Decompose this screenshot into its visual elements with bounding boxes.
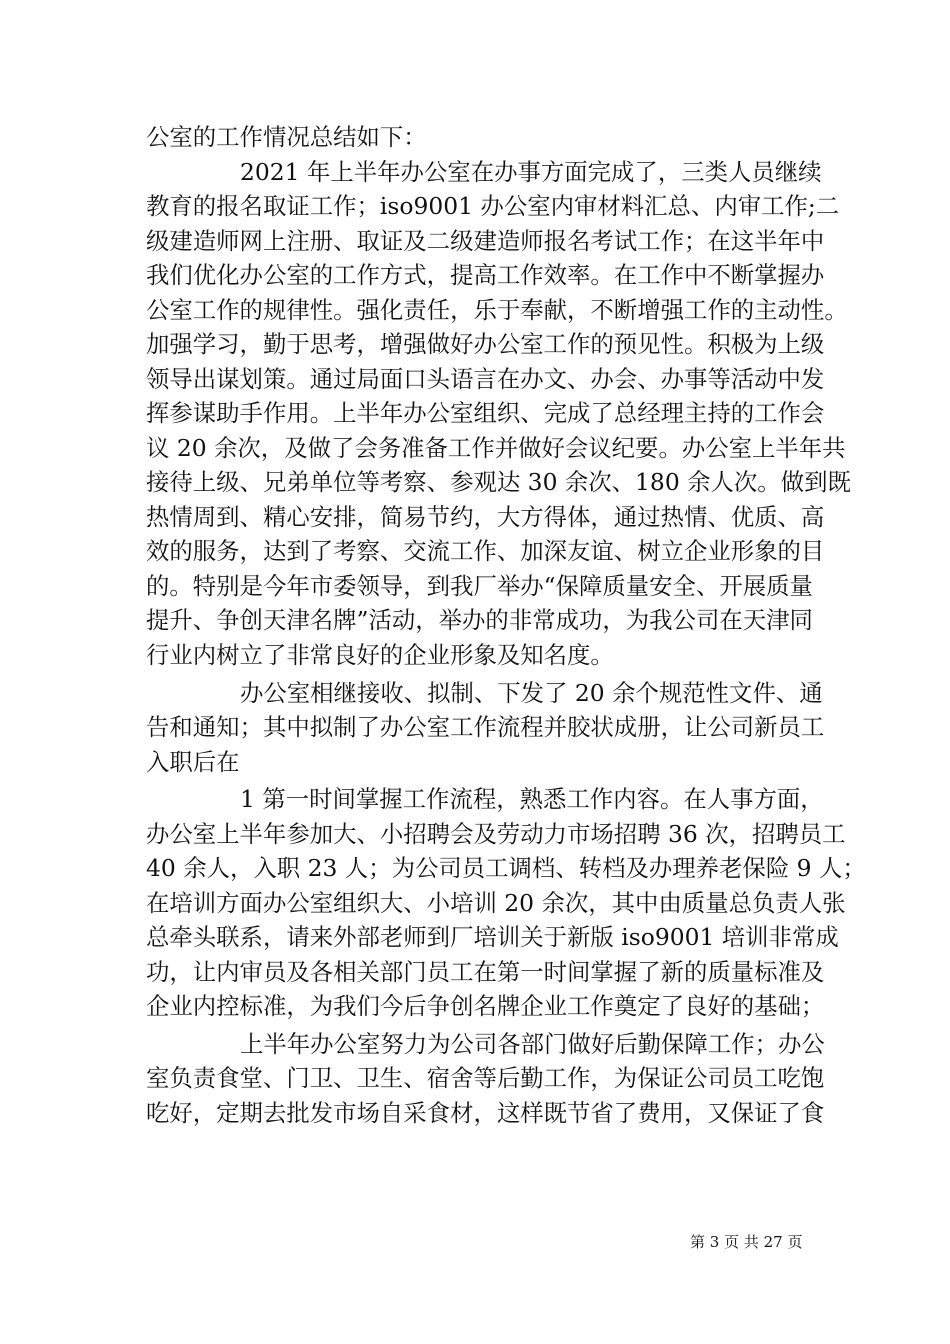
text-line: 挥参谋助手作用。上半年办公室组织、完成了总经理主持的工作会 [146,399,825,427]
text-line: 功，让内审员及各相关部门员工在第一时间掌握了新的质量标准及 [146,958,825,986]
text-line: 加强学习，勤于思考，增强做好办公室工作的预见性。积极为上级 [146,330,825,358]
text-line: 级建造师网上注册、取证及二级建造师报名考试工作；在这半年中 [146,227,825,255]
paragraph-first-line: 上半年办公室努力为公司各部门做好后勤保障工作；办公 [240,1030,825,1058]
text-line: 在培训方面办公室组织大、小培训 20 余次，其中由质量总负责人张 [146,889,846,917]
page-number-footer: 第 3 页 共 27 页 [690,1233,803,1251]
paragraph-first-line: 2021 年上半年办公室在办事方面完成了，三类人员继续 [240,158,822,186]
text-line: 议 20 余次，及做了会务准备工作并做好会议纪要。办公室上半年共 [146,434,846,462]
text-line: 领导出谋划策。通过局面口头语言在办文、办会、办事等活动中发 [146,365,825,393]
text-line: 告和通知；其中拟制了办公室工作流程并胶状成册，让公司新员工 [146,713,825,741]
text-line: 吃好，定期去批发市场自采食材，这样既节省了费用，又保证了食 [146,1099,825,1127]
text-line: 总牵头联系，请来外部老师到厂培训关于新版 iso9001 培训非常成 [146,923,839,951]
text-line: 效的服务，达到了考察、交流工作、加深友谊、树立企业形象的目 [146,537,825,565]
paragraph-first-line: 1 第一时间掌握工作流程，熟悉工作内容。在人事方面， [240,785,824,813]
text-line: 公室工作的规律性。强化责任，乐于奉献，不断增强工作的主动性。 [146,296,848,324]
text-line: 热情周到、精心安排，简易节约，大方得体，通过热情、优质、高 [146,503,825,531]
text-line: 企业内控标准，为我们今后争创名牌企业工作奠定了良好的基础； [146,992,825,1020]
text-line: 的。特别是今年市委领导，到我厂举办“保障质量安全、开展质量 [146,572,813,600]
text-line: 接待上级、兄弟单位等考察、参观达 30 余次、180 余人次。做到既 [146,468,851,496]
text-line: 我们优化办公室的工作方式，提高工作效率。在工作中不断掌握办 [146,261,825,289]
text-line: 入职后在 [146,748,240,776]
text-line: 办公室上半年参加大、小招聘会及劳动力市场招聘 36 次，招聘员工 [146,820,846,848]
text-line: 40 余人，入职 23 人；为公司员工调档、转档及办理养老保险 9 人； [146,854,866,882]
text-line: 提升、争创天津名牌”活动，举办的非常成功，为我公司在天津同 [146,606,813,634]
text-line: 教育的报名取证工作；iso9001 办公室内审材料汇总、内审工作;二 [146,192,840,220]
text-line: 公室的工作情况总结如下： [146,123,427,151]
text-line: 行业内树立了非常良好的企业形象及知名度。 [146,641,614,669]
paragraph-first-line: 办公室相继接收、拟制、下发了 20 余个规范性文件、通 [240,679,823,707]
text-line: 室负责食堂、门卫、卫生、宿舍等后勤工作，为保证公司员工吃饱 [146,1064,825,1092]
